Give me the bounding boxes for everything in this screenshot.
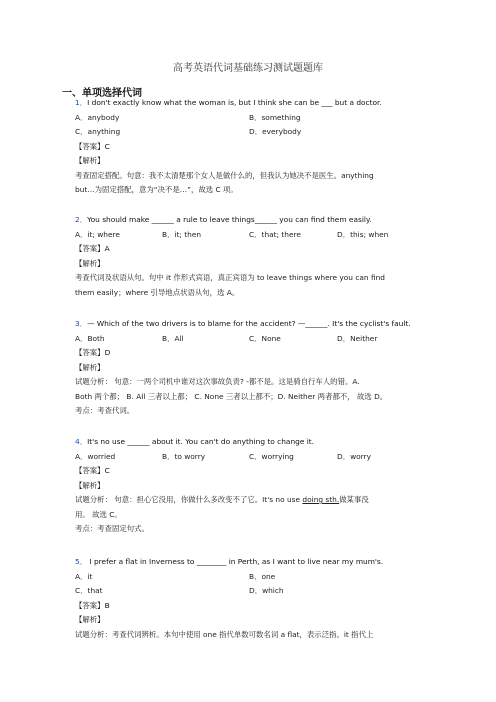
explanation-text: 试题分析： 句意：担心它没用，你做什么多改变不了它。It's no use: [75, 495, 303, 504]
explanation-line: 考点：考查代词。: [75, 406, 135, 415]
answer-label: 【答案】C: [75, 466, 110, 475]
options-row: [75, 450, 435, 465]
question-text: — Which of the two drivers is to blame for the accident? —______. It's the cyclist's fault.: [87, 319, 411, 328]
options-row: [75, 111, 435, 126]
option-b: B．something: [249, 112, 301, 122]
explanation-line: 考查代词及状语从句。句中 it 作形式宾语，真正宾语为 to leave things where you can find: [75, 273, 385, 282]
question-number: 2: [75, 215, 80, 224]
explanation-text: 做某事没: [339, 495, 369, 504]
analysis-label: 【解析】: [75, 362, 105, 372]
document-title: 高考英语代词基础练习测试题题库: [173, 63, 323, 74]
explanation-line: Both 两个都； B. All 三者以上都； C. None 三者以上都不；D. Neither 两者都不， 故选 D。: [75, 391, 388, 401]
question-stem: 4．It's no use ______ about it. You can't do anything to change it.: [75, 437, 315, 446]
option-d: D．which: [249, 586, 284, 595]
explanation-underlined-text: doing sth.: [302, 495, 340, 504]
option-d: D．this; when: [337, 229, 389, 239]
options-row: [75, 125, 435, 140]
answer-label: 【答案】A: [75, 244, 110, 253]
options-row: [75, 332, 435, 347]
option-a: A．worried: [75, 451, 116, 461]
option-d: D．everybody: [249, 127, 302, 136]
option-b: B．to worry: [162, 451, 206, 461]
option-c: C．anything: [75, 127, 121, 136]
question-2: [75, 213, 435, 300]
question-3: [75, 317, 435, 419]
option-a: A．it; where: [75, 229, 120, 239]
explanation-line: 考点：考查固定句式。: [75, 524, 149, 533]
option-c: C．that; there: [249, 229, 301, 239]
analysis-label: 【解析】: [75, 156, 105, 165]
question-stem: 3．— Which of the two drivers is to blame for the accident? —______. It's the cyclist's fault.: [75, 319, 411, 328]
analysis-label: 【解析】: [75, 258, 105, 268]
question-number: 4: [75, 437, 80, 446]
question-5: [75, 555, 435, 642]
analysis-label: 【解析】: [75, 615, 105, 624]
answer-label: 【答案】D: [75, 348, 111, 357]
option-c: C．None: [249, 333, 281, 343]
question-1: [75, 96, 435, 198]
option-a: A．anybody: [75, 112, 120, 122]
question-number: 3: [75, 319, 80, 328]
option-b: B．one: [249, 571, 276, 581]
question-number: 5: [75, 557, 80, 566]
question-4: [75, 435, 435, 537]
explanation-line: but…为固定搭配，意为“决不是…”，故选 C 项。: [75, 185, 238, 194]
question-text: I prefer a flat in Inverness to ________ in Perth, as I want to live near my mum's.: [87, 557, 384, 566]
option-b: B．it; then: [162, 229, 202, 239]
options-row: [75, 228, 435, 243]
explanation-line: 考查固定搭配。句意：我不太清楚那个女人是做什么的，但我认为她决不是医生。anything: [75, 170, 374, 180]
question-text: I don't exactly know what the woman is, but I think she can be ___ but a doctor.: [87, 98, 382, 107]
answer-label: 【答案】B: [75, 600, 110, 610]
option-c: C．worrying: [249, 451, 294, 461]
option-a: A．it: [75, 571, 93, 581]
options-row: [75, 584, 435, 599]
option-b: B．All: [162, 333, 184, 343]
option-d: D．worry: [337, 451, 371, 461]
option-c: C．that: [75, 586, 103, 595]
explanation-line: 用。 故选 C。: [75, 509, 122, 519]
option-d: D．Neither: [337, 333, 378, 343]
explanation-line: 试题分析： 句意：一两个司机中谁对这次事故负责? -都不是。这是骑自行车人的错。A.: [75, 377, 360, 386]
explanation-line: 试题分析：考查代词辨析。本句中使用 one 指代单数可数名词 a flat，表示泛指。it 指代上: [75, 629, 374, 639]
explanation-line: [75, 493, 435, 508]
question-stem: 1．I don't exactly know what the woman is, but I think she can be ___ but a doctor.: [75, 98, 382, 107]
question-text: It's no use ______ about it. You can't do anything to change it.: [87, 437, 315, 446]
question-text: You should make ______ a rule to leave things______ you can find them easily.: [87, 215, 372, 224]
question-stem: 5． I prefer a flat in Inverness to ________ in Perth, as I want to live near my mum's.: [75, 557, 384, 566]
analysis-label: 【解析】: [75, 480, 105, 490]
explanation-line: them easily；where 引导地点状语从句，选 A。: [75, 287, 240, 297]
option-a: A．Both: [75, 333, 105, 343]
options-row: [75, 570, 435, 585]
question-stem: 2．You should make ______ a rule to leave things______ you can find them easily.: [75, 215, 372, 224]
question-number: 1: [75, 98, 80, 107]
section-heading: 一、单项选择代词: [62, 88, 142, 99]
answer-label: 【答案】C: [75, 141, 110, 151]
